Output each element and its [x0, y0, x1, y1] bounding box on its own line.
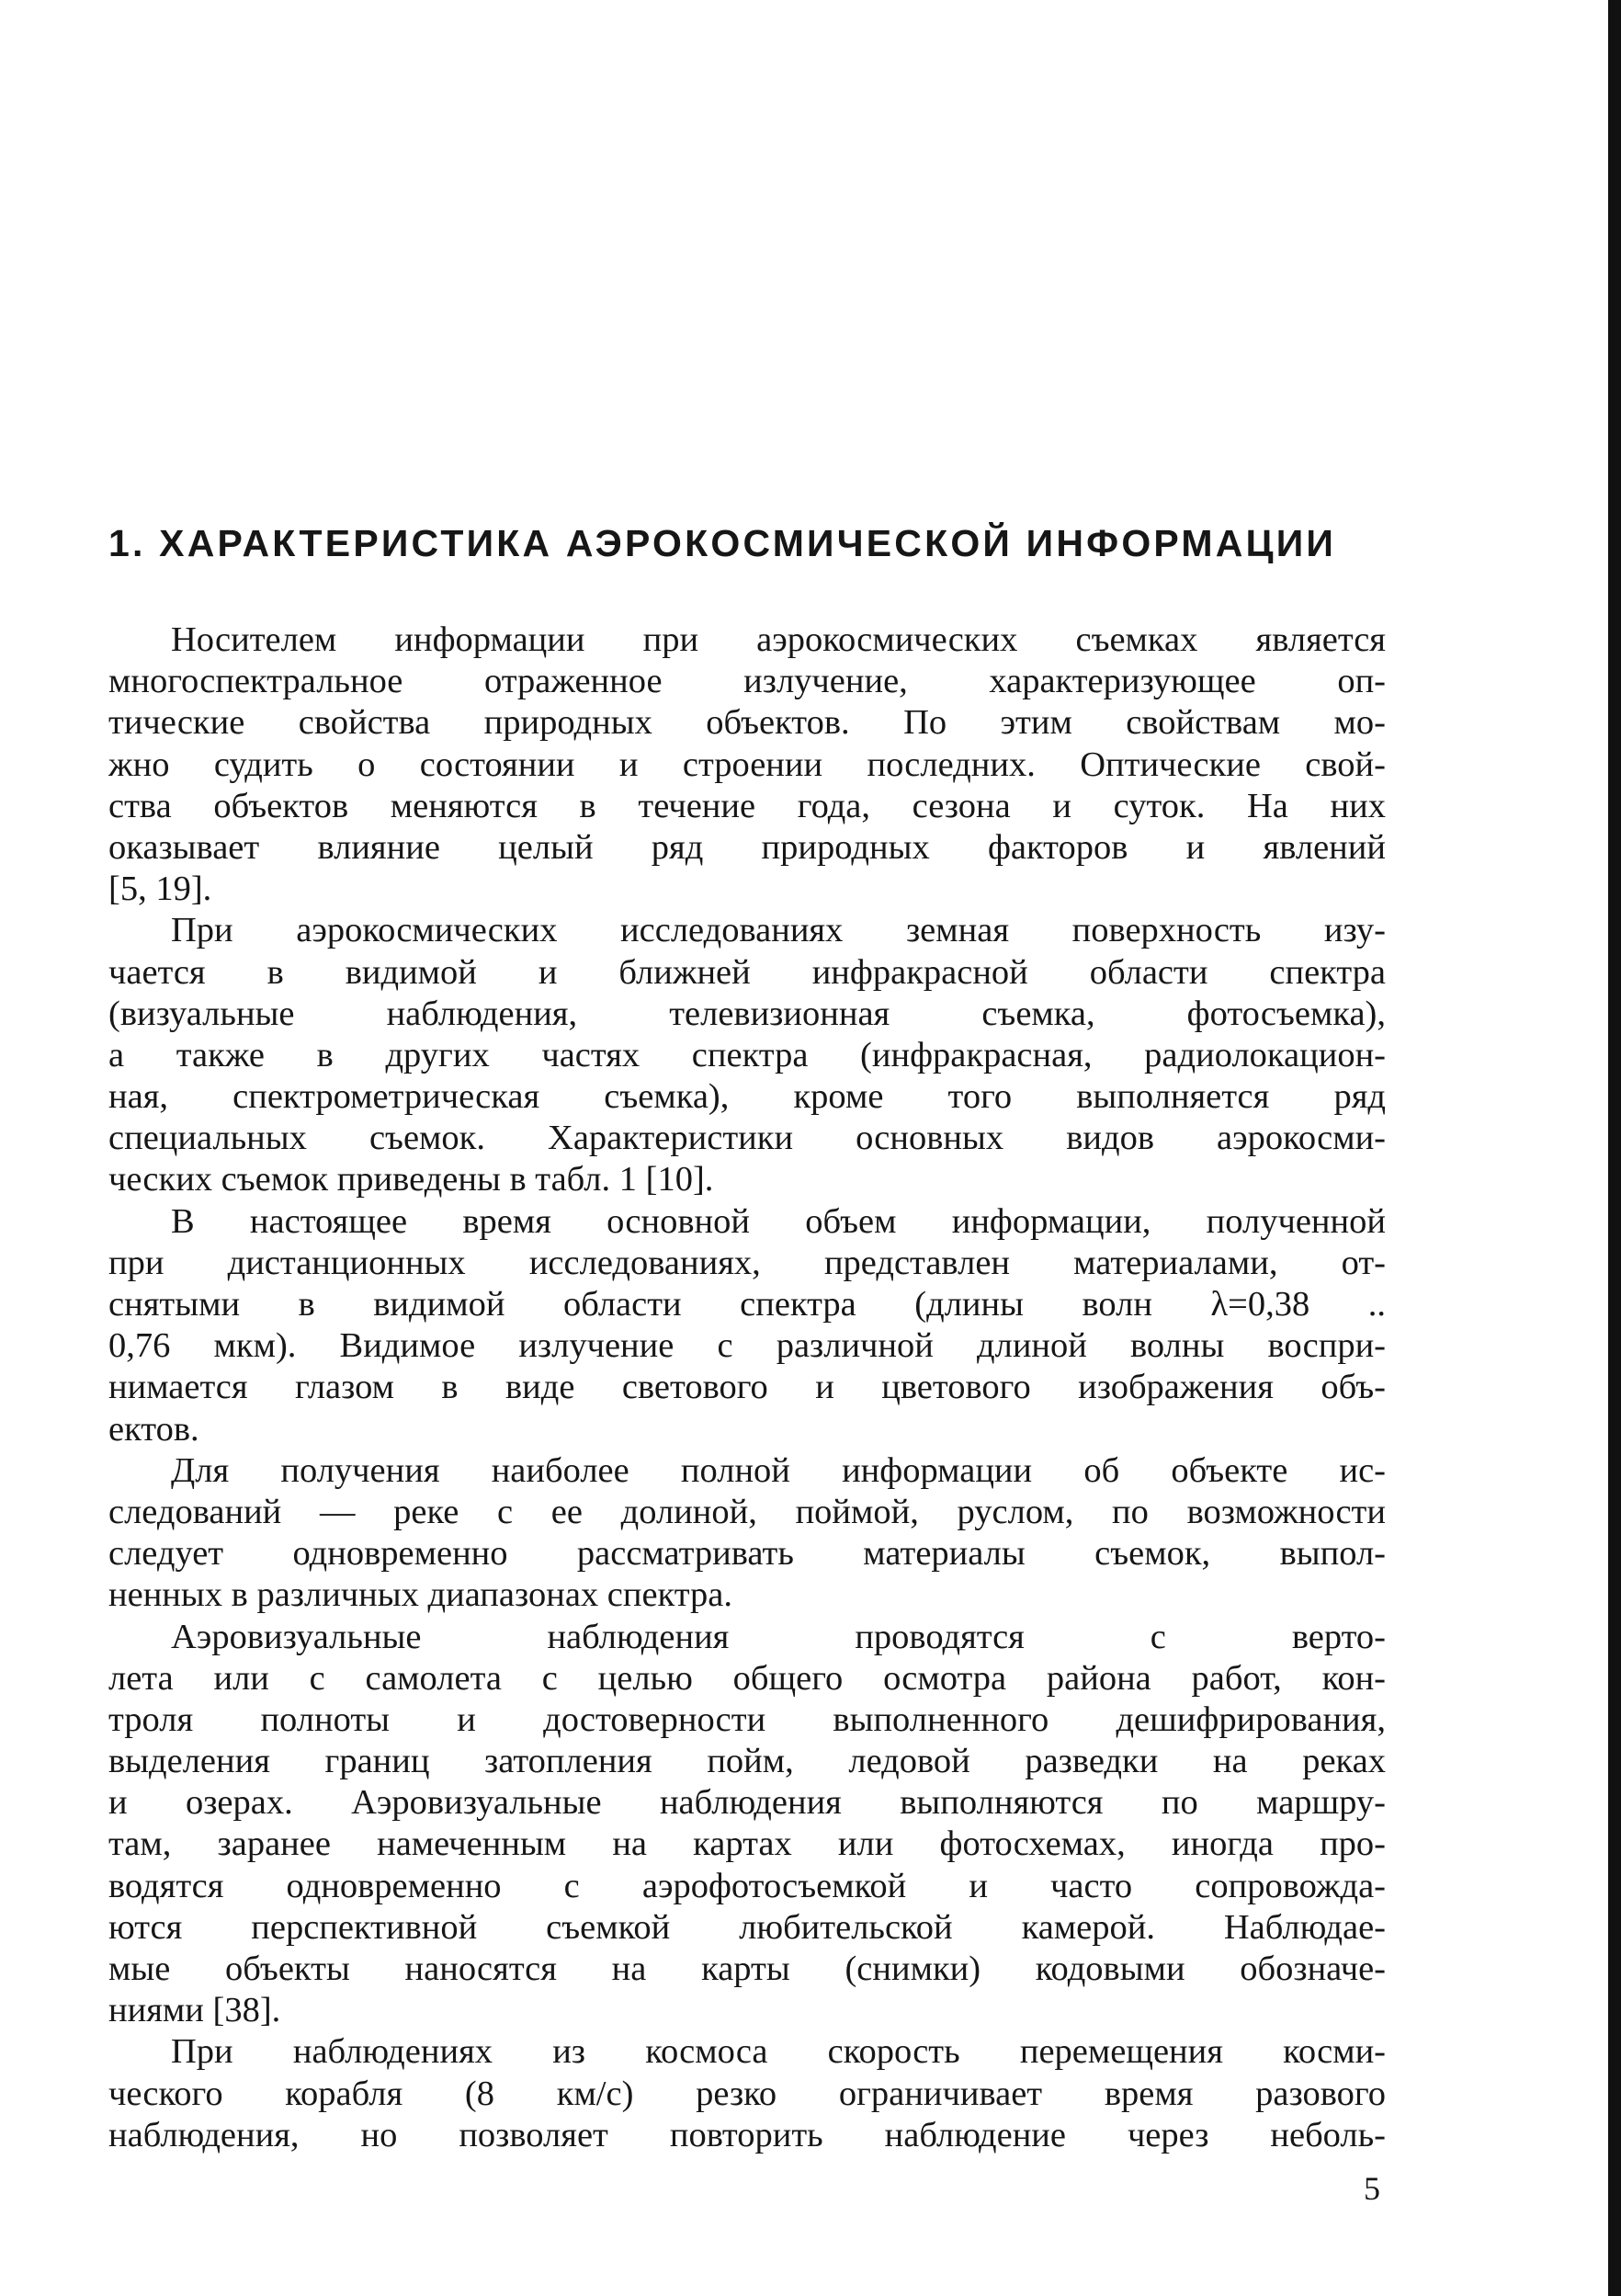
text-line: ная, спектрометрическая съемка), кроме того выполняется ряд [108, 1077, 1386, 1117]
text-line: следований — реке с ее долиной, поймой, руслом, по возможности [108, 1492, 1386, 1531]
text-line: нимается глазом в виде светового и цветового изображения объ- [108, 1368, 1386, 1407]
text-line: В настоящее время основной объем информации, полученной [171, 1201, 1386, 1241]
text-line: лета или с самолета с целью общего осмотра района работ, кон- [108, 1658, 1386, 1698]
text-line: и озерах. Аэровизуальные наблюдения выполняются по маршру- [108, 1783, 1386, 1823]
text-line: снятыми в видимой области спектра (длины волн λ=0,38 .. [108, 1285, 1386, 1324]
text-line: оказывает влияние целый ряд природных факторов и явлений [108, 827, 1386, 867]
text-line: Носителем информации при аэрокосмических съемках является [171, 620, 1386, 659]
page-edge [1608, 0, 1621, 2296]
text-line: наблюдения, но позволяет повторить наблюдение через неболь- [108, 2115, 1386, 2154]
paragraph [108, 1450, 1386, 1617]
text-line: (визуальные наблюдения, телевизионная съемка, фотосъемка), [108, 994, 1386, 1033]
text-line: ческих съемок приведены в табл. 1 [10]. [108, 1160, 714, 1199]
text-line: при дистанционных исследованиях, представлен материалами, от- [108, 1243, 1386, 1282]
text-line: там, заранее намеченным на картах или фотосхемах, иногда про- [108, 1824, 1386, 1864]
paragraph [108, 1617, 1386, 2032]
text-line: ства объектов меняются в течение года, сезона и суток. На них [108, 786, 1386, 825]
body-text [108, 619, 1386, 2156]
page-number: 5 [1364, 2170, 1380, 2207]
text-line: ектов. [108, 1409, 199, 1449]
text-line: Для получения наиболее полной информации об объекте ис- [171, 1450, 1386, 1490]
chapter-heading: 1. ХАРАКТЕРИСТИКА АЭРОКОСМИЧЕСКОЙ ИНФОРМАЦИИ [108, 522, 1337, 564]
paragraph [108, 619, 1386, 910]
text-line: При аэрокосмических исследованиях земная поверхность изу- [171, 911, 1386, 950]
text-line: 0,76 мкм). Видимое излучение с различной длиной волны воспри- [108, 1326, 1386, 1366]
paragraph [108, 2031, 1386, 2156]
text-line: специальных съемок. Характеристики основных видов аэрокосми- [108, 1119, 1386, 1158]
text-line: жно судить о состоянии и строении последних. Оптические свой- [108, 744, 1386, 784]
text-line: Аэровизуальные наблюдения проводятся с верто- [171, 1617, 1386, 1656]
paragraph [108, 1201, 1386, 1450]
text-line: При наблюдениях из космоса скорость перемещения косми- [171, 2032, 1386, 2072]
text-line: чается в видимой и ближней инфракрасной области спектра [108, 952, 1386, 992]
text-line: [5, 19]. [108, 870, 212, 909]
text-line: ческого корабля (8 км/с) резко ограничивает время разового [108, 2074, 1386, 2113]
text-line: водятся одновременно с аэрофотосъемкой и часто сопровожда- [108, 1866, 1386, 1905]
text-line: ниями [38]. [108, 1991, 281, 2030]
text-line: выделения границ затопления пойм, ледовой разведки на реках [108, 1742, 1386, 1781]
text-line: а также в других частях спектра (инфракрасная, радиолокацион- [108, 1035, 1386, 1074]
text-line: мые объекты наносятся на карты (снимки) кодовыми обозначе- [108, 1949, 1386, 1988]
text-line: следует одновременно рассматривать материалы съемок, выпол- [108, 1534, 1386, 1574]
text-line: троля полноты и достоверности выполненного дешифрирования, [108, 1699, 1386, 1739]
text-line: тические свойства природных объектов. По этим свойствам мо- [108, 703, 1386, 743]
paragraph [108, 910, 1386, 1200]
text-line: многоспектральное отраженное излучение, характеризующее оп- [108, 662, 1386, 701]
text-line: ненных в различных диапазонах спектра. [108, 1575, 733, 1615]
text-line: ются перспективной съемкой любительской камерой. Наблюдае- [108, 1907, 1386, 1947]
